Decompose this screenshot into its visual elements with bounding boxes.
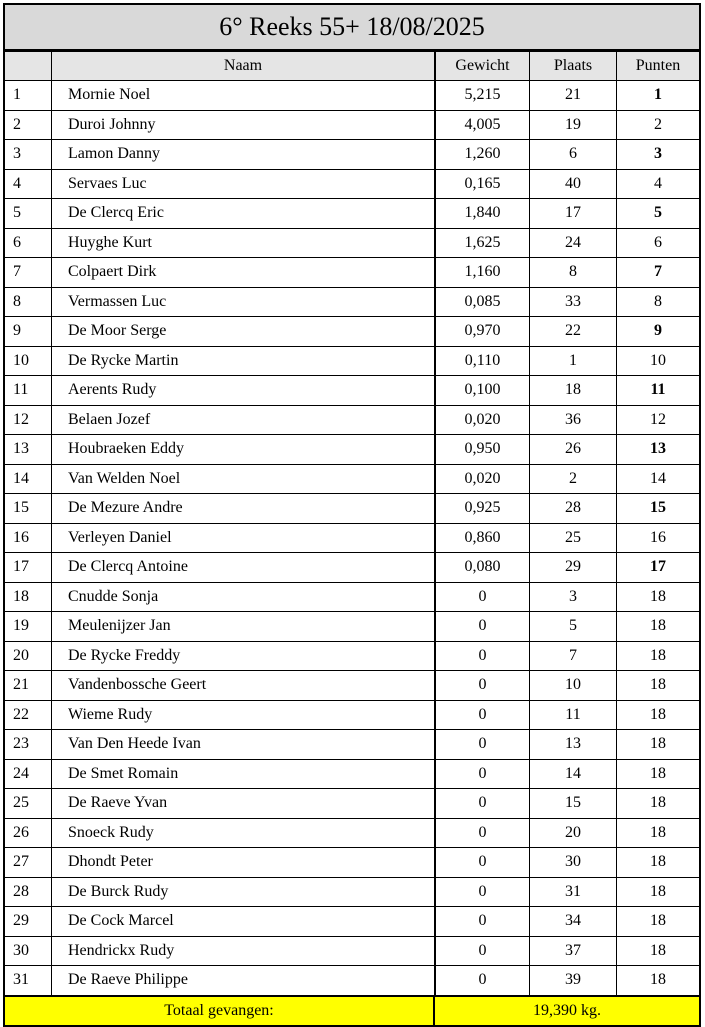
table-row bbox=[5, 317, 699, 347]
row-points: 18 bbox=[617, 641, 700, 671]
row-nr: 16 bbox=[5, 523, 52, 553]
row-weight: 0 bbox=[435, 759, 530, 789]
row-points: 13 bbox=[617, 435, 700, 465]
row-name: De Mezure Andre bbox=[52, 494, 436, 524]
row-points: 18 bbox=[617, 966, 700, 996]
row-nr: 22 bbox=[5, 700, 52, 730]
table-row bbox=[5, 110, 699, 140]
row-nr: 12 bbox=[5, 405, 52, 435]
results-sheet bbox=[3, 3, 701, 1027]
row-place: 31 bbox=[530, 877, 617, 907]
table-row bbox=[5, 258, 699, 288]
row-name: Duroi Johnny bbox=[52, 110, 436, 140]
row-name: Mornie Noel bbox=[52, 81, 436, 111]
table-row bbox=[5, 199, 699, 229]
row-name: Dhondt Peter bbox=[52, 848, 436, 878]
row-place: 14 bbox=[530, 759, 617, 789]
table-row bbox=[5, 228, 699, 258]
sheet-title: 6° Reeks 55+ 18/08/2025 bbox=[5, 5, 699, 51]
row-weight: 0,165 bbox=[435, 169, 530, 199]
row-nr: 8 bbox=[5, 287, 52, 317]
row-weight: 1,160 bbox=[435, 258, 530, 288]
row-name: De Rycke Martin bbox=[52, 346, 436, 376]
row-name: Servaes Luc bbox=[52, 169, 436, 199]
row-place: 22 bbox=[530, 317, 617, 347]
row-place: 40 bbox=[530, 169, 617, 199]
row-weight: 0 bbox=[435, 936, 530, 966]
row-nr: 18 bbox=[5, 582, 52, 612]
results-table bbox=[5, 51, 699, 997]
table-row bbox=[5, 936, 699, 966]
row-place: 29 bbox=[530, 553, 617, 583]
row-name: Cnudde Sonja bbox=[52, 582, 436, 612]
row-place: 8 bbox=[530, 258, 617, 288]
table-row bbox=[5, 435, 699, 465]
row-points: 18 bbox=[617, 730, 700, 760]
row-place: 25 bbox=[530, 523, 617, 553]
row-points: 18 bbox=[617, 818, 700, 848]
row-place: 17 bbox=[530, 199, 617, 229]
header-nr bbox=[5, 52, 52, 81]
row-weight: 0,970 bbox=[435, 317, 530, 347]
row-nr: 5 bbox=[5, 199, 52, 229]
row-points: 18 bbox=[617, 759, 700, 789]
row-place: 5 bbox=[530, 612, 617, 642]
row-points: 18 bbox=[617, 612, 700, 642]
table-row bbox=[5, 553, 699, 583]
row-points: 2 bbox=[617, 110, 700, 140]
row-nr: 4 bbox=[5, 169, 52, 199]
row-place: 15 bbox=[530, 789, 617, 819]
row-place: 18 bbox=[530, 376, 617, 406]
row-nr: 10 bbox=[5, 346, 52, 376]
row-points: 6 bbox=[617, 228, 700, 258]
row-weight: 0,085 bbox=[435, 287, 530, 317]
row-nr: 17 bbox=[5, 553, 52, 583]
total-value: 19,390 kg. bbox=[533, 1001, 601, 1019]
row-points: 14 bbox=[617, 464, 700, 494]
table-row bbox=[5, 877, 699, 907]
row-points: 3 bbox=[617, 140, 700, 170]
row-place: 33 bbox=[530, 287, 617, 317]
row-nr: 15 bbox=[5, 494, 52, 524]
row-nr: 29 bbox=[5, 907, 52, 937]
row-place: 21 bbox=[530, 81, 617, 111]
header-row bbox=[5, 52, 699, 81]
row-weight: 5,215 bbox=[435, 81, 530, 111]
row-points: 16 bbox=[617, 523, 700, 553]
row-points: 8 bbox=[617, 287, 700, 317]
row-nr: 25 bbox=[5, 789, 52, 819]
row-weight: 1,625 bbox=[435, 228, 530, 258]
table-row bbox=[5, 376, 699, 406]
row-name: De Rycke Freddy bbox=[52, 641, 436, 671]
row-name: De Moor Serge bbox=[52, 317, 436, 347]
row-points: 18 bbox=[617, 789, 700, 819]
row-nr: 27 bbox=[5, 848, 52, 878]
header-name: Naam bbox=[52, 52, 436, 81]
table-row bbox=[5, 759, 699, 789]
row-points: 18 bbox=[617, 907, 700, 937]
row-points: 5 bbox=[617, 199, 700, 229]
row-points: 10 bbox=[617, 346, 700, 376]
row-points: 12 bbox=[617, 405, 700, 435]
table-row bbox=[5, 818, 699, 848]
row-place: 10 bbox=[530, 671, 617, 701]
total-footer bbox=[5, 997, 699, 1025]
row-nr: 1 bbox=[5, 81, 52, 111]
row-points: 18 bbox=[617, 582, 700, 612]
row-points: 1 bbox=[617, 81, 700, 111]
row-points: 15 bbox=[617, 494, 700, 524]
row-weight: 0 bbox=[435, 641, 530, 671]
row-nr: 20 bbox=[5, 641, 52, 671]
row-weight: 0 bbox=[435, 612, 530, 642]
row-weight: 0 bbox=[435, 789, 530, 819]
row-place: 20 bbox=[530, 818, 617, 848]
row-name: De Clercq Antoine bbox=[52, 553, 436, 583]
table-row bbox=[5, 612, 699, 642]
row-name: Belaen Jozef bbox=[52, 405, 436, 435]
row-points: 7 bbox=[617, 258, 700, 288]
table-row bbox=[5, 671, 699, 701]
row-name: Huyghe Kurt bbox=[52, 228, 436, 258]
row-nr: 14 bbox=[5, 464, 52, 494]
row-place: 34 bbox=[530, 907, 617, 937]
row-points: 17 bbox=[617, 553, 700, 583]
row-name: Lamon Danny bbox=[52, 140, 436, 170]
table-row bbox=[5, 81, 699, 111]
row-points: 18 bbox=[617, 848, 700, 878]
row-weight: 4,005 bbox=[435, 110, 530, 140]
table-row bbox=[5, 287, 699, 317]
row-place: 36 bbox=[530, 405, 617, 435]
table-row bbox=[5, 405, 699, 435]
table-row bbox=[5, 700, 699, 730]
header-points: Punten bbox=[617, 52, 700, 81]
row-weight: 0 bbox=[435, 907, 530, 937]
table-row bbox=[5, 848, 699, 878]
row-name: Colpaert Dirk bbox=[52, 258, 436, 288]
table-row bbox=[5, 523, 699, 553]
row-weight: 0 bbox=[435, 582, 530, 612]
row-nr: 7 bbox=[5, 258, 52, 288]
row-weight: 1,840 bbox=[435, 199, 530, 229]
table-row bbox=[5, 641, 699, 671]
row-name: Hendrickx Rudy bbox=[52, 936, 436, 966]
row-place: 28 bbox=[530, 494, 617, 524]
row-nr: 19 bbox=[5, 612, 52, 642]
table-row bbox=[5, 789, 699, 819]
table-row bbox=[5, 169, 699, 199]
row-name: Houbraeken Eddy bbox=[52, 435, 436, 465]
row-weight: 0,020 bbox=[435, 405, 530, 435]
table-row bbox=[5, 346, 699, 376]
row-nr: 9 bbox=[5, 317, 52, 347]
row-points: 18 bbox=[617, 671, 700, 701]
row-points: 18 bbox=[617, 700, 700, 730]
table-row bbox=[5, 966, 699, 996]
row-points: 18 bbox=[617, 877, 700, 907]
row-weight: 0,100 bbox=[435, 376, 530, 406]
row-weight: 0 bbox=[435, 877, 530, 907]
row-nr: 31 bbox=[5, 966, 52, 996]
table-row bbox=[5, 494, 699, 524]
row-nr: 28 bbox=[5, 877, 52, 907]
row-place: 24 bbox=[530, 228, 617, 258]
row-name: De Cock Marcel bbox=[52, 907, 436, 937]
row-place: 37 bbox=[530, 936, 617, 966]
row-nr: 21 bbox=[5, 671, 52, 701]
table-row bbox=[5, 140, 699, 170]
row-name: Wieme Rudy bbox=[52, 700, 436, 730]
row-place: 26 bbox=[530, 435, 617, 465]
row-place: 39 bbox=[530, 966, 617, 996]
row-weight: 0,950 bbox=[435, 435, 530, 465]
row-weight: 0 bbox=[435, 671, 530, 701]
row-weight: 0,080 bbox=[435, 553, 530, 583]
row-nr: 26 bbox=[5, 818, 52, 848]
row-name: Van Den Heede Ivan bbox=[52, 730, 436, 760]
row-place: 3 bbox=[530, 582, 617, 612]
row-weight: 0,925 bbox=[435, 494, 530, 524]
row-weight: 0,020 bbox=[435, 464, 530, 494]
row-name: Van Welden Noel bbox=[52, 464, 436, 494]
table-row bbox=[5, 907, 699, 937]
row-weight: 0 bbox=[435, 700, 530, 730]
row-nr: 24 bbox=[5, 759, 52, 789]
row-name: De Raeve Yvan bbox=[52, 789, 436, 819]
row-points: 11 bbox=[617, 376, 700, 406]
row-place: 19 bbox=[530, 110, 617, 140]
row-place: 13 bbox=[530, 730, 617, 760]
row-nr: 6 bbox=[5, 228, 52, 258]
row-place: 30 bbox=[530, 848, 617, 878]
row-nr: 3 bbox=[5, 140, 52, 170]
row-name: Meulenijzer Jan bbox=[52, 612, 436, 642]
row-nr: 13 bbox=[5, 435, 52, 465]
row-points: 18 bbox=[617, 936, 700, 966]
row-place: 6 bbox=[530, 140, 617, 170]
header-weight: Gewicht bbox=[435, 52, 530, 81]
total-label: Totaal gevangen: bbox=[5, 997, 435, 1025]
row-name: Aerents Rudy bbox=[52, 376, 436, 406]
row-weight: 0 bbox=[435, 818, 530, 848]
row-weight: 0,860 bbox=[435, 523, 530, 553]
row-nr: 2 bbox=[5, 110, 52, 140]
row-nr: 23 bbox=[5, 730, 52, 760]
header-place: Plaats bbox=[530, 52, 617, 81]
table-row bbox=[5, 730, 699, 760]
row-weight: 1,260 bbox=[435, 140, 530, 170]
row-name: De Raeve Philippe bbox=[52, 966, 436, 996]
row-name: Snoeck Rudy bbox=[52, 818, 436, 848]
row-weight: 0 bbox=[435, 966, 530, 996]
row-place: 2 bbox=[530, 464, 617, 494]
row-name: De Burck Rudy bbox=[52, 877, 436, 907]
row-place: 1 bbox=[530, 346, 617, 376]
row-name: Vermassen Luc bbox=[52, 287, 436, 317]
row-weight: 0,110 bbox=[435, 346, 530, 376]
row-name: De Smet Romain bbox=[52, 759, 436, 789]
row-nr: 30 bbox=[5, 936, 52, 966]
table-row bbox=[5, 464, 699, 494]
row-weight: 0 bbox=[435, 730, 530, 760]
row-points: 4 bbox=[617, 169, 700, 199]
row-points: 9 bbox=[617, 317, 700, 347]
row-place: 11 bbox=[530, 700, 617, 730]
row-name: De Clercq Eric bbox=[52, 199, 436, 229]
row-name: Verleyen Daniel bbox=[52, 523, 436, 553]
row-place: 7 bbox=[530, 641, 617, 671]
row-weight: 0 bbox=[435, 848, 530, 878]
row-name: Vandenbossche Geert bbox=[52, 671, 436, 701]
row-nr: 11 bbox=[5, 376, 52, 406]
table-row bbox=[5, 582, 699, 612]
